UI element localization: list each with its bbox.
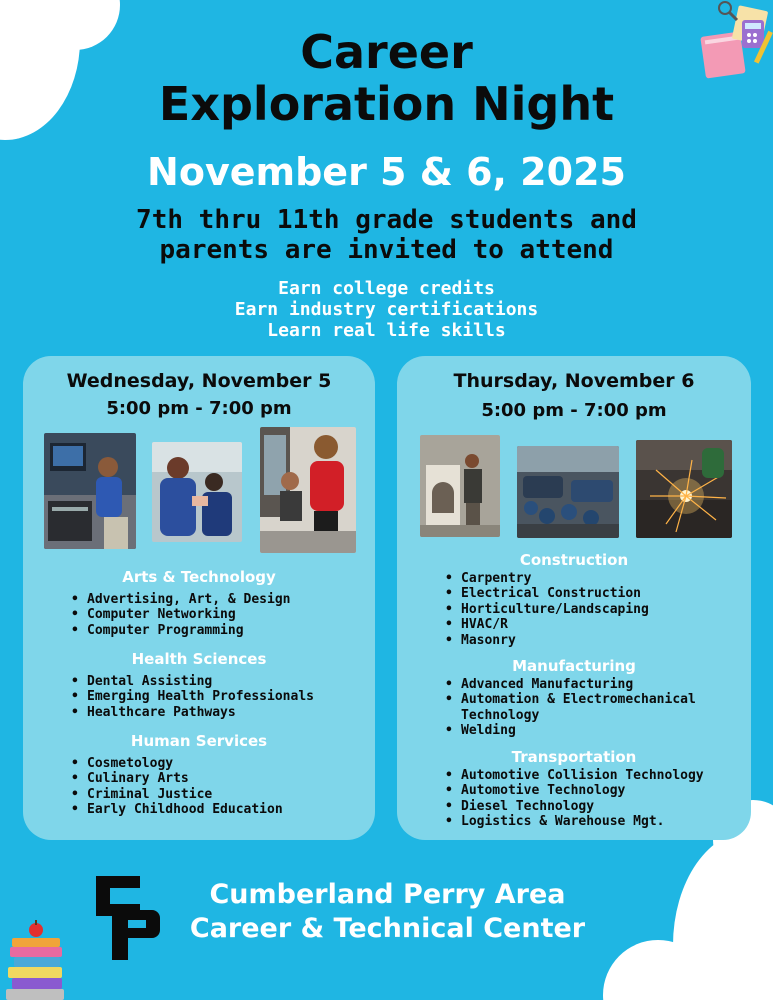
day-heading: Thursday, November 6 xyxy=(453,370,695,392)
masonry-photo xyxy=(420,435,500,537)
program-item: • Electrical Construction xyxy=(445,586,649,601)
category-heading: Construction xyxy=(519,551,629,569)
event-dates: November 5 & 6, 2025 xyxy=(147,150,626,194)
benefit-item: Earn industry certifications xyxy=(234,299,539,320)
time-range: 5:00 pm - 7:00 pm xyxy=(106,398,292,419)
category-heading: Manufacturing xyxy=(512,657,636,675)
program-item: • Computer Networking xyxy=(71,607,291,622)
program-item: • Automation & Electromechanical xyxy=(445,692,696,707)
program-item: • Culinary Arts xyxy=(71,771,283,786)
program-item: • HVAC/R xyxy=(445,617,649,632)
program-item: • Masonry xyxy=(445,633,649,648)
automotive-shop-photo xyxy=(517,446,619,538)
benefit-item: Earn college credits xyxy=(278,278,495,299)
program-item: • Diesel Technology xyxy=(445,799,704,814)
program-item: • Horticulture/Landscaping xyxy=(445,602,649,617)
program-list xyxy=(71,592,291,638)
invite-line1: 7th thru 11th grade students and xyxy=(136,205,637,235)
time-range: 5:00 pm - 7:00 pm xyxy=(481,400,667,421)
program-item: • Automotive Collision Technology xyxy=(445,768,704,783)
school-name-line2: Career & Technical Center xyxy=(189,913,586,944)
school-name-line1: Cumberland Perry Area xyxy=(209,879,566,910)
wednesday-panel xyxy=(23,356,375,840)
program-item-continuation: Technology xyxy=(461,707,540,723)
thursday-panel xyxy=(397,356,751,840)
program-item: • Logistics & Warehouse Mgt. xyxy=(445,814,704,829)
program-item: • Advertising, Art, & Design xyxy=(71,592,291,607)
computer-networking-photo xyxy=(44,433,136,549)
program-item: • Welding xyxy=(445,723,696,738)
event-title-line1: Career xyxy=(300,25,473,79)
category-heading: Human Services xyxy=(130,732,268,750)
program-item: • Healthcare Pathways xyxy=(71,705,314,720)
program-item: • Early Childhood Education xyxy=(71,802,283,817)
school-logo xyxy=(92,870,160,960)
program-list xyxy=(445,677,696,739)
invite-text xyxy=(0,205,773,265)
program-list xyxy=(71,674,314,720)
category-heading: Arts & Technology xyxy=(122,568,276,586)
program-item: • Advanced Manufacturing xyxy=(445,677,696,692)
event-title xyxy=(0,26,773,130)
dental-assisting-photo xyxy=(152,442,242,542)
program-item: • Dental Assisting xyxy=(71,674,314,689)
program-list xyxy=(445,768,704,830)
program-item: • Cosmetology xyxy=(71,756,283,771)
program-item: • Emerging Health Professionals xyxy=(71,689,314,704)
program-item: • Criminal Justice xyxy=(71,787,283,802)
category-heading: Health Sciences xyxy=(131,650,267,668)
book-stack-apple-icon xyxy=(6,920,70,1000)
invite-line2: parents are invited to attend xyxy=(159,235,614,265)
welding-sparks-photo xyxy=(636,440,732,538)
day-heading: Wednesday, November 5 xyxy=(66,370,332,392)
category-heading: Transportation xyxy=(511,748,637,766)
event-title-line2: Exploration Night xyxy=(158,77,615,131)
cosmetology-photo xyxy=(260,427,356,553)
program-list xyxy=(445,571,649,648)
program-list xyxy=(71,756,283,818)
benefit-item: Learn real life skills xyxy=(267,320,506,341)
benefits-list xyxy=(0,278,773,341)
program-item: • Automotive Technology xyxy=(445,783,704,798)
program-item: • Carpentry xyxy=(445,571,649,586)
program-item: • Computer Programming xyxy=(71,623,291,638)
